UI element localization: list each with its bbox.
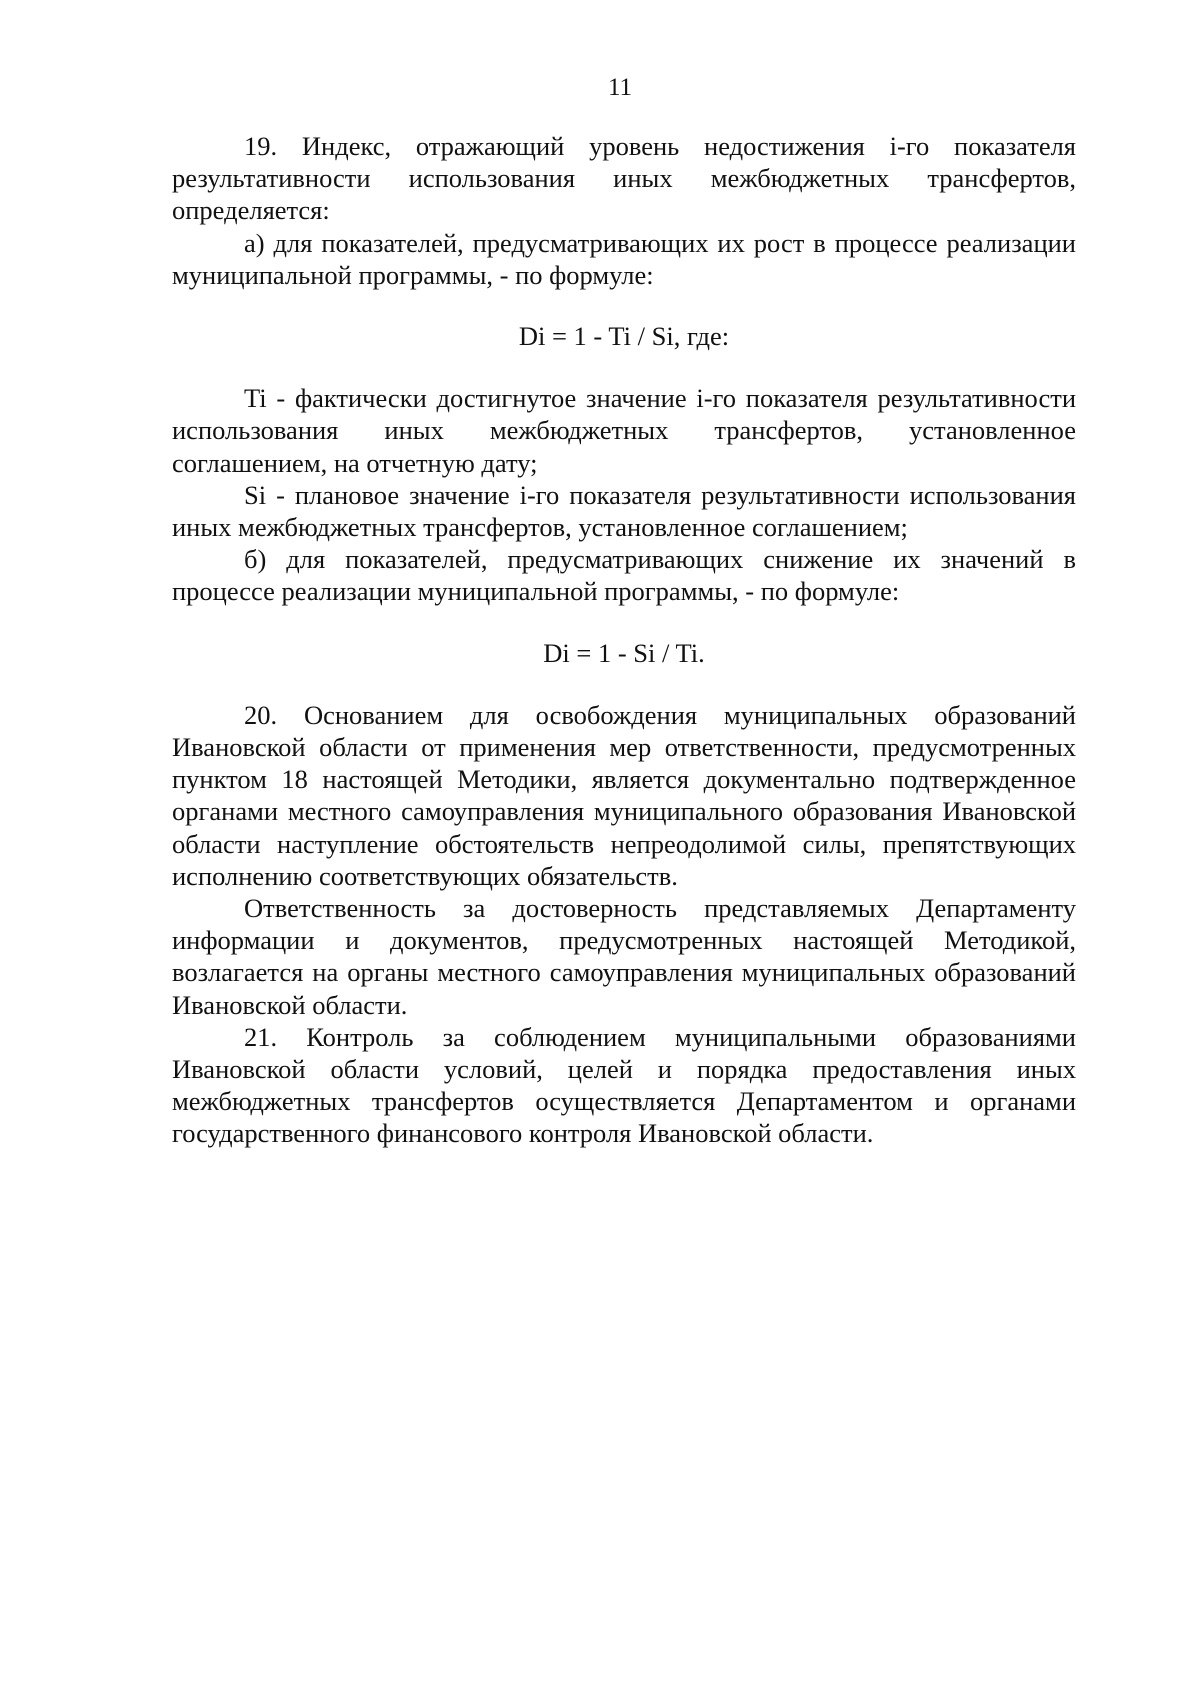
- paragraph-19-intro: 19. Индекс, отражающий уровень недостижения i-го показателя результативности использования иных межбюджетных трансфертов, определяется:: [172, 131, 1076, 226]
- formula-1: Di = 1 - Ti / Si, где:: [518, 321, 730, 352]
- definition-ti: Ti - фактически достигнутое значение i-го показателя результативности использования иных межбюджетных трансфертов, установленное соглашением, на отчетную дату;: [172, 383, 1076, 478]
- paragraph-19-b: б) для показателей, предусматривающих снижение их значений в процессе реализации муниципальной программы, - по формуле:: [172, 544, 1076, 607]
- paragraph-19-a: а) для показателей, предусматривающих их рост в процессе реализации муниципальной программы, - по формуле:: [172, 227, 1076, 290]
- definition-si: Si - плановое значение i-го показателя результативности использования иных межбюджетных трансфертов, установленное соглашением;: [172, 479, 1076, 543]
- paragraph-21: 21. Контроль за соблюдением муниципальными образованиями Ивановской области условий, целей и порядка предоставления иных межбюджетных трансфертов осуществляется Департаментом и органами государственного финансового контроля Ивановской области.: [172, 1021, 1076, 1149]
- page-number: 11: [607, 74, 633, 101]
- paragraph-20: 20. Основанием для освобождения муниципальных образований Ивановской области от применения мер ответственности, предусмотренных пунктом 18 настоящей Методики, является документально подтвержденное органами местного самоуправления муниципального образования Ивановской области наступление обстоятельств непреодолимой силы, препятствующих исполнению соответствующих обязательств.: [172, 699, 1076, 891]
- document-body: [172, 130, 1076, 1150]
- formula-2: Di = 1 - Si / Ti.: [543, 637, 705, 668]
- paragraph-20-responsibility: Ответственность за достоверность представляемых Департаменту информации и документов, предусмотренных настоящей Методикой, возлагается на органы местного самоуправления муниципальных образований Ивановской области.: [172, 893, 1076, 1020]
